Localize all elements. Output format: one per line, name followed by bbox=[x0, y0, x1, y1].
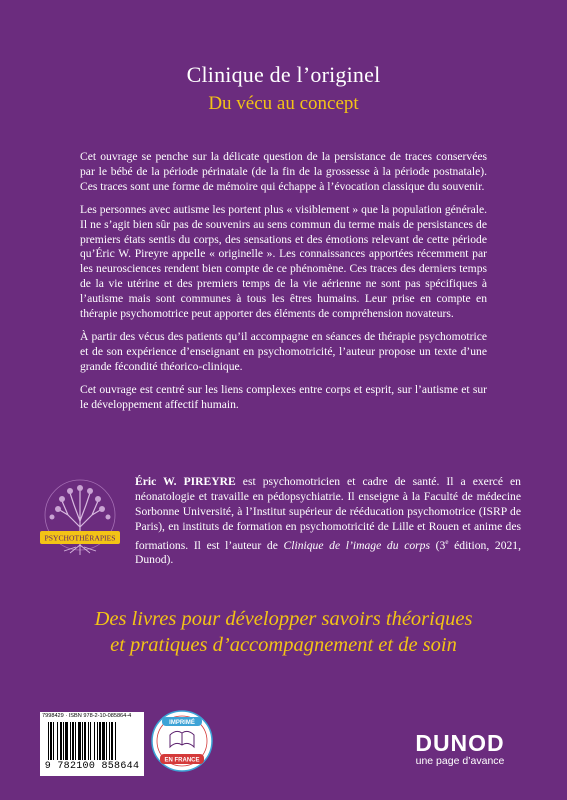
edition-text: (3 bbox=[429, 538, 446, 552]
badge-bottom-text: EN FRANCE bbox=[164, 757, 200, 764]
barcode-bar bbox=[65, 722, 68, 760]
edition-superscript: e bbox=[445, 537, 449, 546]
description-paragraph: Les personnes avec autisme les portent plus « visiblement » que la population générale. Il ne s’agit bien sûr pas de souvenirs au sens commun du terme mais de persistances de premiers états sentis du corps, des sensations et des émotions relevant de cette période qu’Éric W. Pireyre appelle « originelle ». Les connaissances apportées récemment par les neurosciences rendent bien compte de ce phénomène. Ces traces des derniers temps de la vie utérine et des premiers temps de la vie aérienne ne sont pas spécifiques à l’autisme mais sont communes à tous les êtres humains. Leur prise en compte en thérapie psychomotrice peut apporter des éléments de compréhension novateurs. bbox=[80, 202, 487, 321]
author-name: Éric W. PIREYRE bbox=[135, 475, 236, 488]
description-paragraph: Cet ouvrage se penche sur la délicate question de la persistance de traces conservées par le bébé de la période périnatale (de la fin de la grossesse à la période postnatale). Ces traces sont une forme de mémoire qui échappe à l’évocation classique du souvenir. bbox=[80, 150, 487, 193]
barcode-bar bbox=[60, 722, 62, 760]
barcode-bar bbox=[111, 722, 113, 760]
barcode-bar bbox=[75, 722, 76, 760]
slogan-line: Des livres pour développer savoirs théoriques bbox=[94, 608, 473, 630]
barcode-bar bbox=[63, 722, 64, 760]
description-paragraph: Cet ouvrage est centré sur les liens complexes entre corps et esprit, sur l’autisme et sur le développement affectif humain. bbox=[80, 382, 487, 411]
barcode-bar bbox=[48, 722, 49, 760]
barcode-bar bbox=[90, 722, 91, 760]
collection-label: PSYCHOTHÉRAPIES bbox=[44, 533, 116, 543]
book-subtitle: Du vécu au concept bbox=[208, 93, 359, 114]
barcode-bar bbox=[57, 722, 58, 760]
barcode-bar bbox=[84, 722, 86, 760]
barcode-bar bbox=[82, 722, 83, 760]
publisher-name: DUNOD bbox=[415, 730, 505, 756]
cited-book-title: Clinique de l’image du corps bbox=[283, 538, 430, 552]
isbn-barcode bbox=[40, 712, 144, 776]
printed-in-france-badge bbox=[150, 709, 214, 773]
barcode-bar bbox=[88, 722, 89, 760]
barcode-bar bbox=[72, 722, 74, 760]
slogan-line: et pratiques d’accompagnement et de soin bbox=[110, 634, 457, 656]
barcode-bar bbox=[53, 722, 54, 760]
description-paragraph: À partir des vécus des patients qu’il accompagne en séances de thérapie psychomotrice et de son expérience d’enseignant en psychomotricité, l’auteur propose un texte d’une grande fécondité théorico-clinique. bbox=[80, 329, 487, 373]
publisher-logo bbox=[405, 730, 515, 767]
author-bio-text: est psychomotricien et cadre de santé. Il a exercé en néonatologie et travaille en pédopsychiatrie. Il enseigne à la Faculté de médecine Sorbonne Université, à l’Institut supérieur de rééducation psychomotrice (ISRP de Paris), en instituts de formation en psychomotricité de Lille et Rouen et anime des formations. Il est l’auteur de bbox=[135, 475, 521, 552]
barcode-bar bbox=[78, 722, 81, 760]
barcode-bars bbox=[48, 722, 136, 760]
barcode-bar bbox=[99, 722, 101, 760]
barcode-bar bbox=[115, 722, 116, 760]
book-title: Clinique de l’originel bbox=[186, 62, 381, 87]
collection-logo bbox=[34, 475, 126, 567]
barcode-bar bbox=[109, 722, 110, 760]
barcode-bar bbox=[50, 722, 52, 760]
barcode-bar bbox=[94, 722, 95, 760]
author-bio bbox=[135, 475, 521, 568]
series-slogan bbox=[0, 606, 567, 658]
publisher-tagline: une page d’avance bbox=[415, 755, 505, 767]
description bbox=[80, 150, 487, 421]
barcode-bar bbox=[102, 722, 105, 760]
badge-top-text: IMPRIMÉ bbox=[169, 720, 195, 726]
barcode-bar bbox=[106, 722, 107, 760]
barcode-bar bbox=[70, 722, 71, 760]
barcode-digits: 9 782100 858644 bbox=[44, 761, 140, 772]
isbn-text: 7998429 · ISBN 978-2-10-085864-4 bbox=[42, 713, 132, 719]
author-block bbox=[34, 475, 522, 595]
author-bio-end: édition, 2021, Dunod). bbox=[135, 538, 522, 567]
barcode-bar bbox=[97, 722, 98, 760]
